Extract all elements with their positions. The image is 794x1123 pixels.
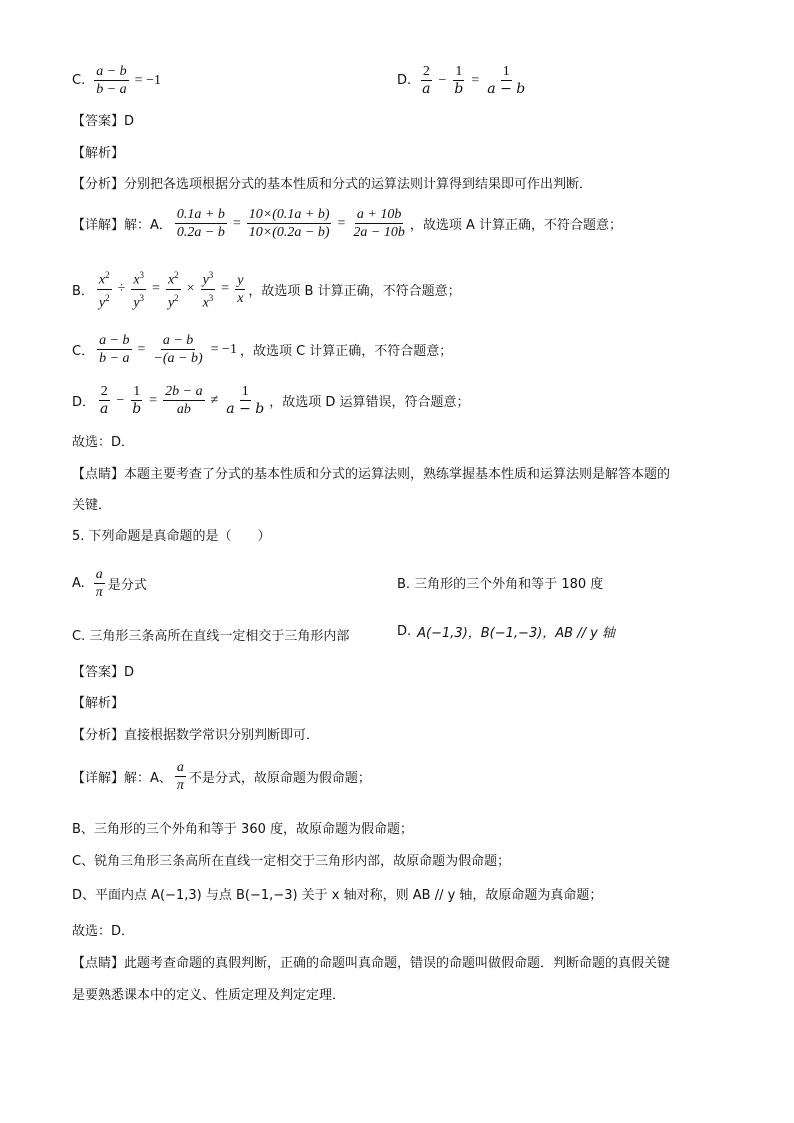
q5-detail-c: C、锐角三角形三条高所在直线一定相交于三角形内部，故原命题为假命题； — [72, 854, 511, 869]
fraction: $\frac{a - b}{b - a}$ — [96, 64, 127, 97]
fraction: $\frac{y^3}{x^3}$ — [202, 270, 214, 311]
option-text: A(−1,3)，B(−1,−3)，AB // y 轴 — [417, 626, 615, 641]
fraction: $\frac{a}{\pi}$ — [95, 567, 103, 600]
equation-rhs: = −1 — [134, 72, 161, 88]
detail-tail: ，故选项 B 计算正确，不符合题意； — [248, 283, 461, 299]
q4-detail-c: C． $\frac{a - b}{b - a}$ = $\frac{a - b}{-(a - b)}$ = −1 ，故选项 C 计算正确，不符合题意； — [72, 333, 453, 366]
fraction: $\frac{a - b}{-(a - b)}$ — [153, 333, 203, 366]
fraction: $\frac{a}{\pi}$ — [176, 760, 184, 793]
detail-prefix: 【详解】解：A、 — [72, 771, 172, 786]
fraction: $\frac{a - b}{b - a}$ — [99, 333, 130, 366]
q5-option-a — [72, 567, 147, 600]
fraction: $\frac{y}{x}$ — [237, 272, 244, 306]
q4-detail-a: 【详解】解：A． $\frac{0.1a + b}{0.2a - b}$ = $\frac{10\times(0.1a + b)}{10\times(0.2a - b)}$ = $\frac{a + 10b}{2a - 10b}$ ，故选项 A 计算正确，不符合题意； — [72, 207, 623, 240]
q5-analysis: 【分析】直接根据数学常识分别判断即可． — [72, 728, 320, 743]
q5-option-d — [397, 622, 615, 641]
q4-option-d: D. $\frac{2}{a}$ − $\frac{1}{b}$ = $\frac{1}{a - b}$ — [397, 64, 526, 97]
detail-tail: ，故选项 C 计算正确，不符合题意； — [239, 344, 453, 359]
detail-tail: ，故选项 A 计算正确，不符合题意； — [409, 218, 623, 233]
q5-detail-d: D、平面内点 A(−1,3) 与点 B(−1,−3) 关于 x 轴对称，则 AB // y 轴，故原命题为真命题； — [72, 888, 603, 903]
detail-label: B． — [72, 283, 94, 299]
q4-detail-b: B． $\frac{x^2}{y^2}$ ÷ $\frac{x^3}{y^3}$ = $\frac{x^2}{y^2}$ × $\frac{y^3}{x^3}$ = $\frac{y}{x}$ ，故选项 B 计算正确，不符合题意； — [72, 270, 461, 311]
q4-detail-d: D． $\frac{2}{a}$ − $\frac{1}{b}$ = $\frac{2b - a}{ab}$ ≠ $\frac{1}{a - b}$ ，故选项 D 运算错误，符合题意； — [72, 384, 470, 417]
fraction: $\frac{0.1a + b}{0.2a - b}$ — [176, 207, 225, 240]
q5-choose: 故选：D． — [72, 924, 135, 939]
q5-analysis-head: 【解析】 — [72, 696, 125, 711]
q4-analysis-head: 【解析】 — [72, 146, 125, 161]
fraction: $\frac{1}{b}$ — [454, 64, 464, 97]
fraction: $\frac{1}{b}$ — [132, 384, 142, 417]
q5-detail-a — [72, 760, 371, 793]
fraction: $\frac{1}{a - b}$ — [487, 64, 526, 97]
q5-answer: 【答案】D — [72, 665, 135, 680]
fraction: $\frac{2}{a}$ — [100, 384, 109, 417]
q5-comment-line1: 【点睛】此题考查命题的真假判断，正确的命题叫真命题，错误的命题叫做假命题．判断命题的真假关键 — [72, 956, 671, 971]
detail-tail: ，故选项 D 运算错误，符合题意； — [269, 395, 470, 410]
q4-answer: 【答案】D — [72, 114, 135, 129]
q4-comment-line2: 关键． — [72, 498, 112, 513]
option-label: D. — [397, 73, 412, 88]
detail-label: C． — [72, 344, 95, 359]
fraction: $\frac{2b - a}{ab}$ — [165, 384, 203, 417]
q5-option-c: C. 三角形三条高所在直线一定相交于三角形内部 — [72, 629, 350, 644]
fraction: $\frac{x^2}{y^2}$ — [98, 270, 110, 311]
q5-option-b: B. 三角形的三个外角和等于 180 度 — [397, 577, 604, 592]
q5-detail-b: B、三角形的三个外角和等于 360 度，故原命题为假命题； — [72, 822, 413, 837]
fraction: $\frac{x^2}{y^2}$ — [167, 270, 179, 311]
option-label: A. — [72, 576, 85, 591]
fraction: $\frac{10\times(0.1a + b)}{10\times(0.2a - b)}$ — [248, 207, 330, 240]
q4-analysis: 【分析】分别把各选项根据分式的基本性质和分式的运算法则计算得到结果即可作出判断． — [72, 177, 593, 192]
option-text: 是分式 — [107, 578, 147, 593]
q4-choose: 故选：D． — [72, 435, 135, 450]
q4-comment-line1: 【点睛】本题主要考查了分式的基本性质和分式的运算法则，熟练掌握基本性质和运算法则是解答本题的 — [72, 467, 671, 482]
option-label: D. — [397, 624, 412, 639]
fraction: $\frac{1}{a - b}$ — [226, 384, 265, 417]
fraction: $\frac{2}{a}$ — [422, 64, 431, 97]
detail-prefix: 【详解】解：A． — [72, 218, 172, 233]
detail-label: D． — [72, 395, 96, 410]
q5-stem: 5. 下列命题是真命题的是（ ） — [72, 529, 271, 544]
q4-option-c — [72, 64, 164, 97]
q5-comment-line2: 是要熟悉课本中的定义、性质定理及判定定理． — [72, 988, 346, 1003]
option-label: C. — [72, 73, 86, 88]
fraction: $\frac{x^3}{y^3}$ — [133, 270, 145, 311]
fraction: $\frac{a + 10b}{2a - 10b}$ — [353, 207, 405, 240]
detail-tail: 不是分式，故原命题为假命题； — [188, 771, 371, 786]
